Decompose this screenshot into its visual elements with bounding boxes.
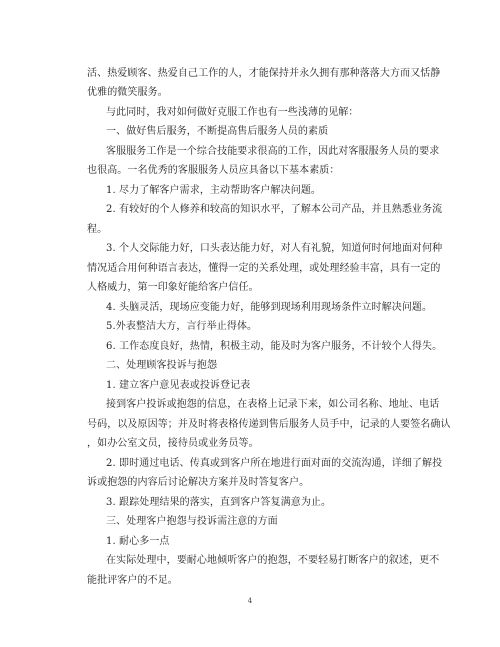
text-line: 情况适合用何种语言表达，懂得一定的关系处理，或处理经验丰富，具有一定的 xyxy=(87,263,441,274)
list-item: 1. 耐心多一点 xyxy=(106,536,170,547)
text-line: 活、热爱顾客、热爱自己工作的人，才能保持并永久拥有那种落落大方而又恬静 xyxy=(87,68,441,79)
text-line: 号码，以及原因等；并及时将表格传递到售后服务人员手中，记录的人要签名确认 xyxy=(87,419,451,430)
text-line: 在实际处理中，要耐心地倾听客户的抱怨，不要轻易打断客户的叙述，更不 xyxy=(106,555,440,566)
list-item: 2. 有较好的个人修养和较高的知识水平，了解本公司产品，并且熟悉业务流 xyxy=(106,204,443,215)
list-item: 3. 跟踪处理结果的落实，直到客户答复满意为止。 xyxy=(106,497,332,508)
page-number: 4 xyxy=(247,597,253,605)
list-item: 2. 即时通过电话、传真或到客户所在地进行面对面的交流沟通，详细了解投 xyxy=(106,458,443,469)
text-line: ，如办公室文员，接待员或业务员等。 xyxy=(87,438,259,449)
list-item: 1. 建立客户意见表或投诉登记表 xyxy=(106,380,251,391)
text-line: 与此同时，我对如何做好克服工作也有一些浅薄的见解： xyxy=(106,107,359,118)
list-item: 1. 尽力了解客户需求，主动帮助客户解决问题。 xyxy=(106,185,322,196)
list-item: 6. 工作态度良好，热情，积极主动，能及时为客户服务，不计较个人得失。 xyxy=(106,341,443,352)
section-heading: 二、处理顾客投诉与抱怨 xyxy=(106,360,218,371)
section-heading: 一、做好售后服务，不断提高售后服务人员的素质 xyxy=(106,126,329,137)
section-heading: 三、处理客户抱怨与投诉需注意的方面 xyxy=(106,516,278,527)
list-item: 3. 个人交际能力好，口头表达能力好，对人有礼貌，知道何时何地面对何种 xyxy=(106,243,443,254)
text-line: 客服服务工作是一个综合技能要求很高的工作，因此对客服服务人员的要求 xyxy=(106,146,440,157)
list-item: 5.外表整洁大方，言行举止得体。 xyxy=(106,321,258,332)
text-line: 也很高。一名优秀的客服服务人员应具备以下基本素质： xyxy=(87,165,340,176)
text-line: 人格威力，第一印象好能给客户信任。 xyxy=(87,282,259,293)
text-line: 优雅的微笑服务。 xyxy=(87,87,168,98)
list-item: 4. 头脑灵活，现场应变能力好，能够到现场利用现场条件立时解决问题。 xyxy=(106,302,433,313)
text-line: 诉或抱怨的内容后讨论解决方案并及时答复客户。 xyxy=(87,477,310,488)
text-line: 接到客户投诉或抱怨的信息，在表格上记录下来，如公司名称、地址、电话 xyxy=(106,399,440,410)
text-line: 程。 xyxy=(87,224,108,235)
text-line: 能批评客户的不足。 xyxy=(87,575,178,586)
